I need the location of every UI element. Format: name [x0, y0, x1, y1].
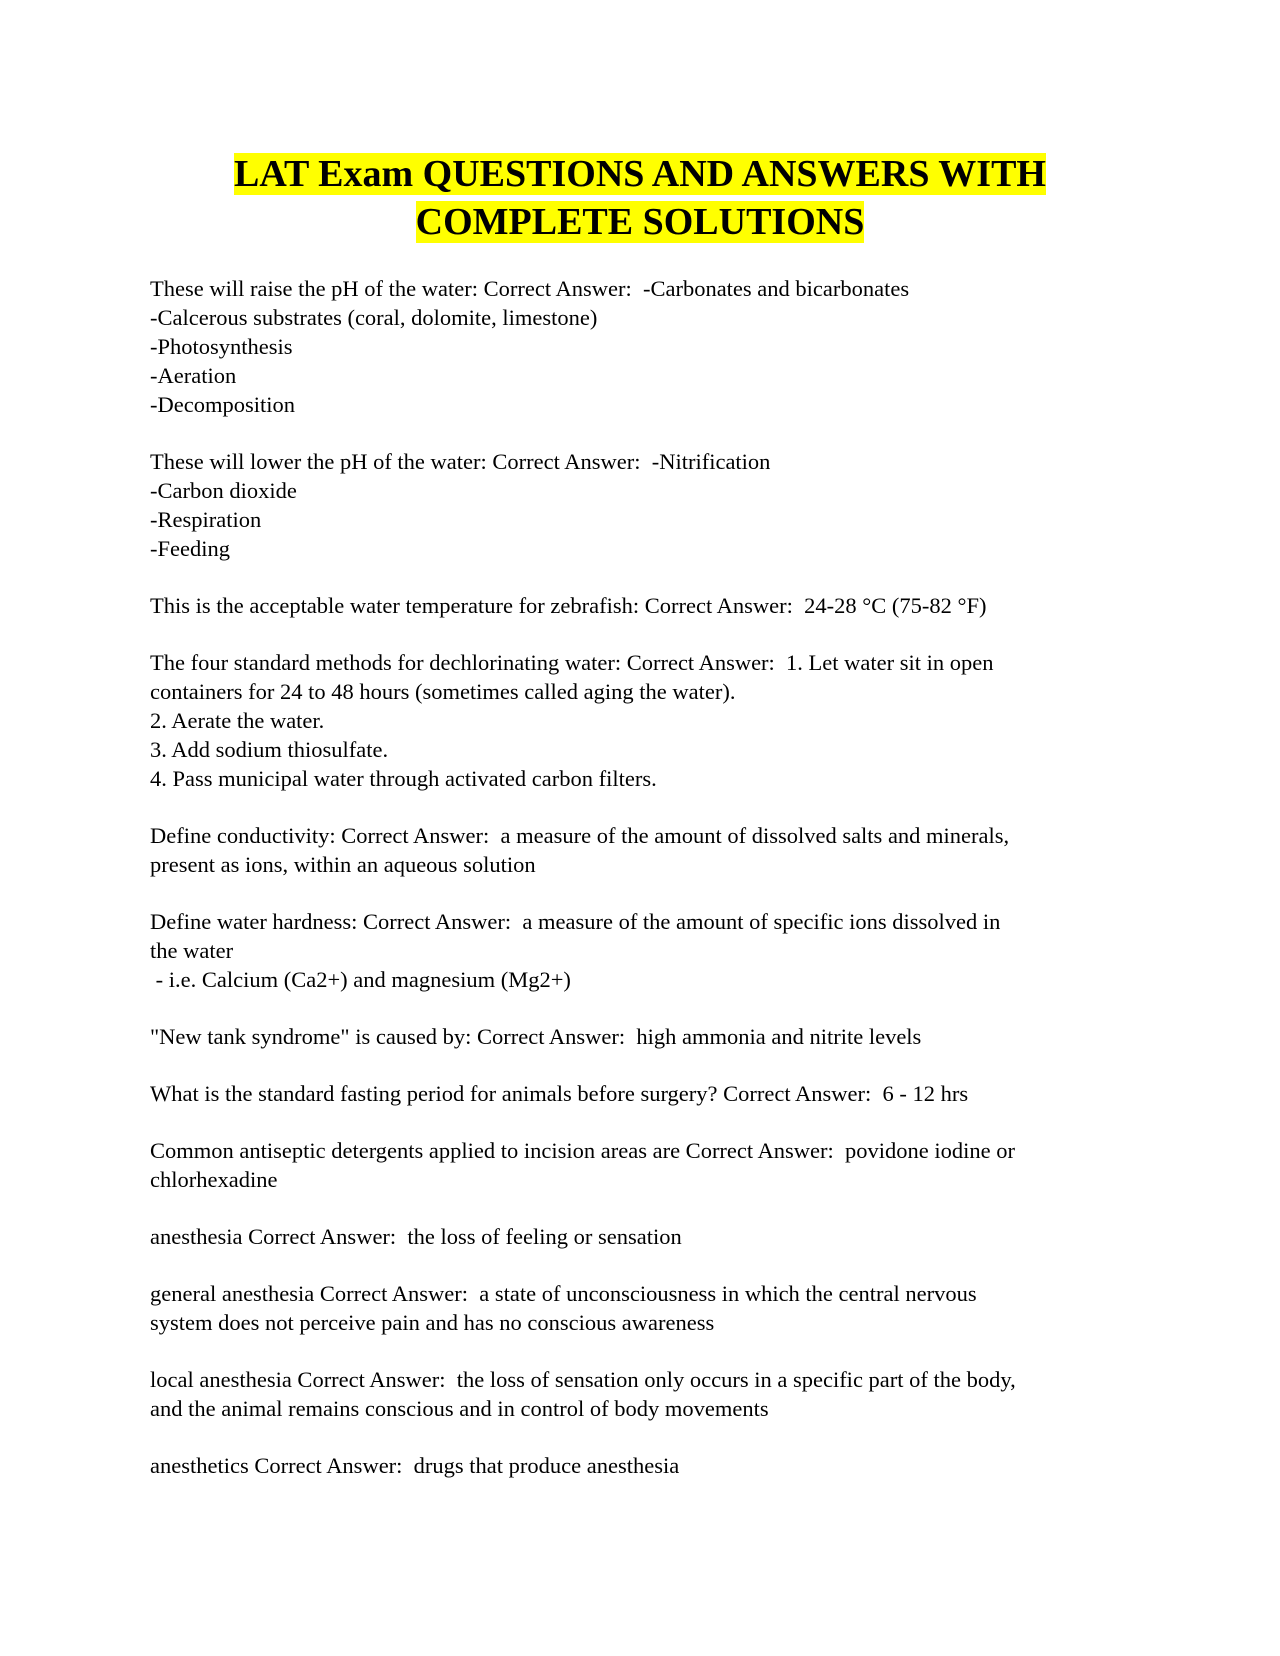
qa-answer-line: 3. Add sodium thiosulfate.: [150, 737, 389, 762]
qa-question-line: "New tank syndrome" is caused by: Correct Answer: high ammonia and nitrite levels: [150, 1024, 922, 1049]
qa-question-line: Common antiseptic detergents applied to incision areas are Correct Answer: povidone iodine or: [150, 1138, 1015, 1163]
qa-answer-line: -Feeding: [150, 536, 230, 561]
qa-question-line: The four standard methods for dechlorinating water: Correct Answer: 1. Let water sit in open: [150, 650, 994, 675]
qa-question-line: What is the standard fasting period for animals before surgery? Correct Answer: 6 - 12 hrs: [150, 1081, 969, 1106]
qa-answer-line: the water: [150, 938, 234, 963]
qa-item: [150, 648, 1130, 793]
qa-item: [150, 1222, 1130, 1251]
qa-question-line: Define water hardness: Correct Answer: a measure of the amount of specific ions dissolved in: [150, 909, 1001, 934]
qa-answer-line: 2. Aerate the water.: [150, 708, 325, 733]
qa-answer-line: and the animal remains conscious and in control of body movements: [150, 1396, 769, 1421]
qa-item: [150, 447, 1130, 563]
qa-answer-line: -Decomposition: [150, 392, 295, 417]
qa-question-line: general anesthesia Correct Answer: a state of unconsciousness in which the central nervous: [150, 1281, 977, 1306]
qa-answer-line: -Respiration: [150, 507, 262, 532]
qa-item: [150, 274, 1130, 419]
qa-answer-line: - i.e. Calcium (Ca2+) and magnesium (Mg2+): [150, 967, 571, 992]
qa-answer-line: 4. Pass municipal water through activated carbon filters.: [150, 766, 657, 791]
qa-answer-line: containers for 24 to 48 hours (sometimes called aging the water).: [150, 679, 736, 704]
qa-answer-line: chlorhexadine: [150, 1167, 278, 1192]
qa-list: [150, 274, 1130, 1508]
qa-question-line: Define conductivity: Correct Answer: a measure of the amount of dissolved salts and minerals,: [150, 823, 1010, 848]
qa-answer-line: present as ions, within an aqueous solution: [150, 852, 536, 877]
title-line-1: LAT Exam QUESTIONS AND ANSWERS WITH: [234, 153, 1046, 195]
qa-question-line: This is the acceptable water temperature for zebrafish: Correct Answer: 24-28 °C (75-82 °F): [150, 593, 987, 618]
qa-item: [150, 1136, 1130, 1194]
qa-answer-line: system does not perceive pain and has no conscious awareness: [150, 1310, 715, 1335]
qa-item: [150, 1451, 1130, 1480]
qa-item: [150, 907, 1130, 994]
qa-answer-line: -Photosynthesis: [150, 334, 293, 359]
document-title: [150, 150, 1130, 246]
title-line-2: COMPLETE SOLUTIONS: [415, 201, 865, 243]
qa-question-line: anesthesia Correct Answer: the loss of feeling or sensation: [150, 1224, 682, 1249]
qa-item: [150, 591, 1130, 620]
qa-item: [150, 1279, 1130, 1337]
qa-answer-line: -Calcerous substrates (coral, dolomite, limestone): [150, 305, 598, 330]
qa-question-line: These will lower the pH of the water: Correct Answer: -Nitrification: [150, 449, 771, 474]
qa-answer-line: -Aeration: [150, 363, 237, 388]
qa-item: [150, 821, 1130, 879]
qa-question-line: anesthetics Correct Answer: drugs that produce anesthesia: [150, 1453, 680, 1478]
qa-item: [150, 1022, 1130, 1051]
qa-item: [150, 1365, 1130, 1423]
qa-question-line: local anesthesia Correct Answer: the loss of sensation only occurs in a specific part of the body,: [150, 1367, 1016, 1392]
qa-question-line: These will raise the pH of the water: Correct Answer: -Carbonates and bicarbonates: [150, 276, 910, 301]
qa-answer-line: -Carbon dioxide: [150, 478, 297, 503]
qa-item: [150, 1079, 1130, 1108]
